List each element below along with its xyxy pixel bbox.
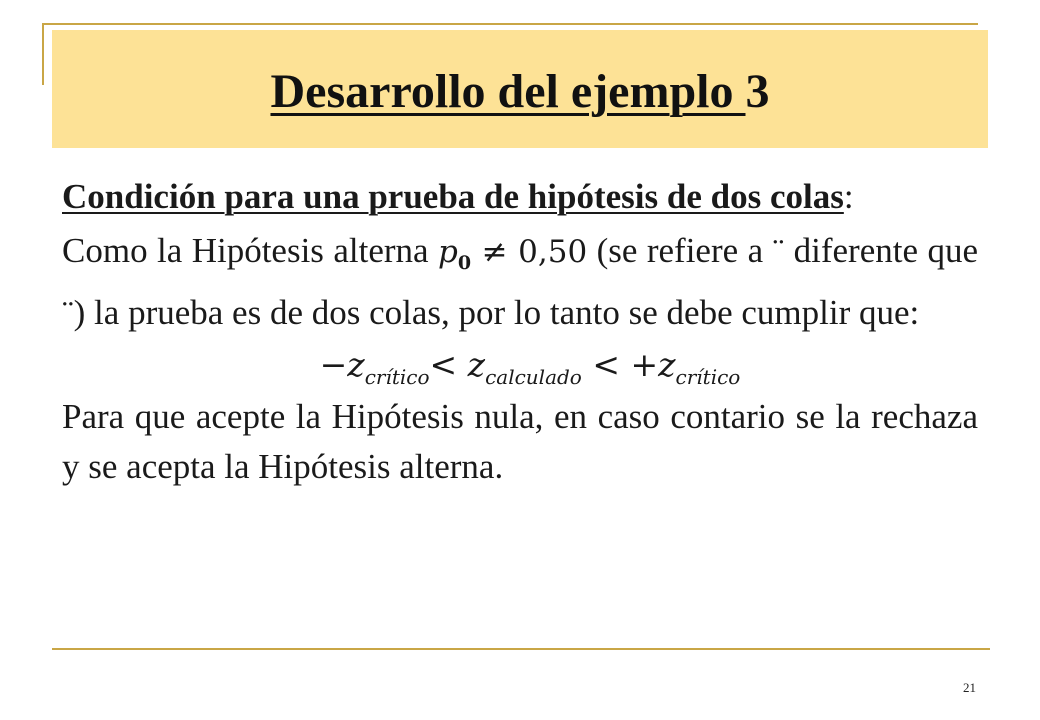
- section-heading: [62, 172, 978, 224]
- bottom-decorative-line: [52, 648, 990, 650]
- formula-minus: −: [319, 345, 348, 384]
- slide-title-underlined: Desarrollo del ejemplo: [270, 64, 746, 118]
- slide-content: [62, 172, 978, 492]
- formula-sub-critico-left: crítico: [364, 365, 430, 389]
- critical-region-formula: [72, 338, 988, 392]
- inline-math-p0: [438, 234, 588, 274]
- formula-z-critico-left: z: [347, 345, 365, 384]
- paragraph-condition: [62, 226, 978, 338]
- formula-sub-critico-right: crítico: [675, 365, 741, 389]
- formula-sub-calculado: calculado: [485, 365, 582, 389]
- title-band: [52, 30, 988, 148]
- left-decorative-line: [42, 23, 44, 85]
- math-sub-0: 0: [457, 252, 472, 274]
- math-neq-value: ≠ 0,50: [471, 234, 588, 270]
- formula-z-critico-right: z: [658, 345, 676, 384]
- formula-z-calculado: z: [467, 345, 486, 384]
- section-heading-colon: :: [843, 177, 854, 216]
- top-decorative-line: [42, 23, 978, 25]
- slide-title: [270, 64, 769, 119]
- formula-less-than-1: <: [429, 345, 468, 384]
- paragraph-condition-end: (se refiere a ¨ diferente que ¨) la prueba es de dos colas, por lo tanto se debe cumplir que:: [62, 231, 978, 332]
- formula-less-than-2: < +: [581, 345, 659, 384]
- page-number: 21: [963, 680, 976, 695]
- slide-title-number: 3: [745, 64, 770, 118]
- math-var-p: p: [438, 234, 458, 270]
- paragraph-conclusion: Para que acepte la Hipótesis nula, en caso contario se la rechaza y se acepta la Hipótesis alterna.: [62, 397, 978, 486]
- section-heading-text: Condición para una prueba de hipótesis de dos colas: [62, 177, 844, 216]
- paragraph-condition-start: Como la Hipótesis alterna: [62, 231, 438, 270]
